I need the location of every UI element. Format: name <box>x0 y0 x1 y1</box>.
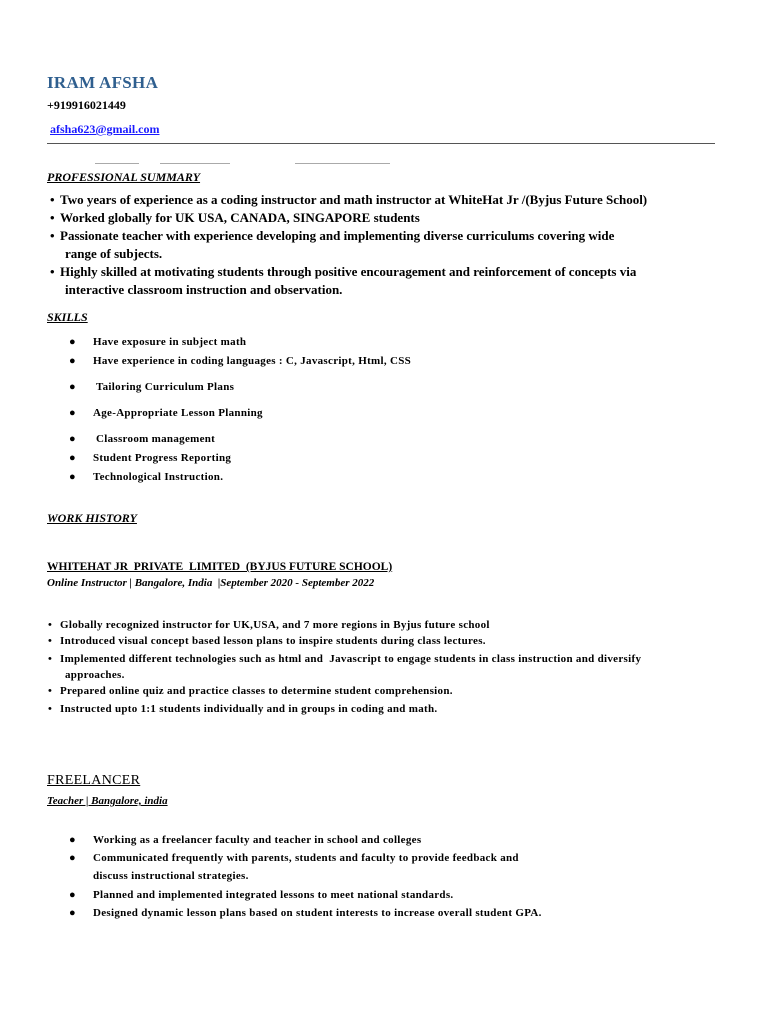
freelancer-title: FREELANCER <box>47 773 141 788</box>
job-duty: • Introduced visual concept based lesson plans to inspire students during class lectures. <box>48 635 486 647</box>
freelancer-duty: ● Planned and implemented integrated lessons to meet national standards. <box>69 889 454 901</box>
freelancer-duty-continuation: discuss instructional strategies. <box>93 870 249 882</box>
summary-item: • Passionate teacher with experience developing and implementing diverse curriculums covering wide <box>50 228 615 243</box>
skill-item: ● Technological Instruction. <box>69 471 224 483</box>
skill-item: ● Tailoring Curriculum Plans <box>69 381 235 393</box>
skill-item: ● Age-Appropriate Lesson Planning <box>69 407 263 419</box>
summary-item-continuation: range of subjects. <box>65 246 163 261</box>
header-divider-short-1 <box>95 163 139 164</box>
freelancer-duty: ● Designed dynamic lesson plans based on student interests to increase overall student GPA. <box>69 907 542 919</box>
job-role-location-dates: Online Instructor | Bangalore, India |September 2020 - September 2022 <box>47 577 375 589</box>
professional-summary-heading: PROFESSIONAL SUMMARY <box>47 170 201 184</box>
summary-item-continuation: interactive classroom instruction and observation. <box>65 282 343 297</box>
summary-item: • Highly skilled at motivating students through positive encouragement and reinforcement of concepts via <box>50 264 637 279</box>
header-divider <box>47 143 715 144</box>
email-link[interactable]: afsha623@gmail.com <box>50 122 160 136</box>
summary-item: • Worked globally for UK USA, CANADA, SINGAPORE students <box>50 210 420 225</box>
candidate-name: IRAM AFSHA <box>47 73 159 92</box>
skill-item: ● Have exposure in subject math <box>69 336 247 348</box>
job-duty: • Instructed upto 1:1 students individually and in groups in coding and math. <box>48 703 438 715</box>
skills-heading: SKILLS <box>47 310 88 324</box>
header-divider-short-3 <box>295 163 390 164</box>
summary-item: • Two years of experience as a coding instructor and math instructor at WhiteHat Jr /(Byjus Future School) <box>50 192 648 207</box>
skill-item: ● Have experience in coding languages : C, Javascript, Html, CSS <box>69 355 412 367</box>
job-duty: • Prepared online quiz and practice classes to determine student comprehension. <box>48 685 453 697</box>
phone-number: +919916021449 <box>47 98 126 112</box>
header-divider-short-2 <box>160 163 230 164</box>
freelancer-role-location: Teacher | Bangalore, india <box>47 795 168 807</box>
freelancer-duty: ● Working as a freelancer faculty and teacher in school and colleges <box>69 834 422 846</box>
job-company: WHITEHAT JR PRIVATE LIMITED (BYJUS FUTURE SCHOOL) <box>47 561 393 573</box>
job-duty-continuation: approaches. <box>65 669 125 681</box>
job-duty: • Globally recognized instructor for UK,USA, and 7 more regions in Byjus future school <box>48 619 490 631</box>
freelancer-duty: ● Communicated frequently with parents, students and faculty to provide feedback and <box>69 852 519 864</box>
job-duty: • Implemented different technologies such as html and Javascript to engage students in class instruction and diversify <box>48 653 642 665</box>
skill-item: ● Classroom management <box>69 433 216 445</box>
work-history-heading: WORK HISTORY <box>47 511 137 525</box>
skill-item: ● Student Progress Reporting <box>69 452 232 464</box>
